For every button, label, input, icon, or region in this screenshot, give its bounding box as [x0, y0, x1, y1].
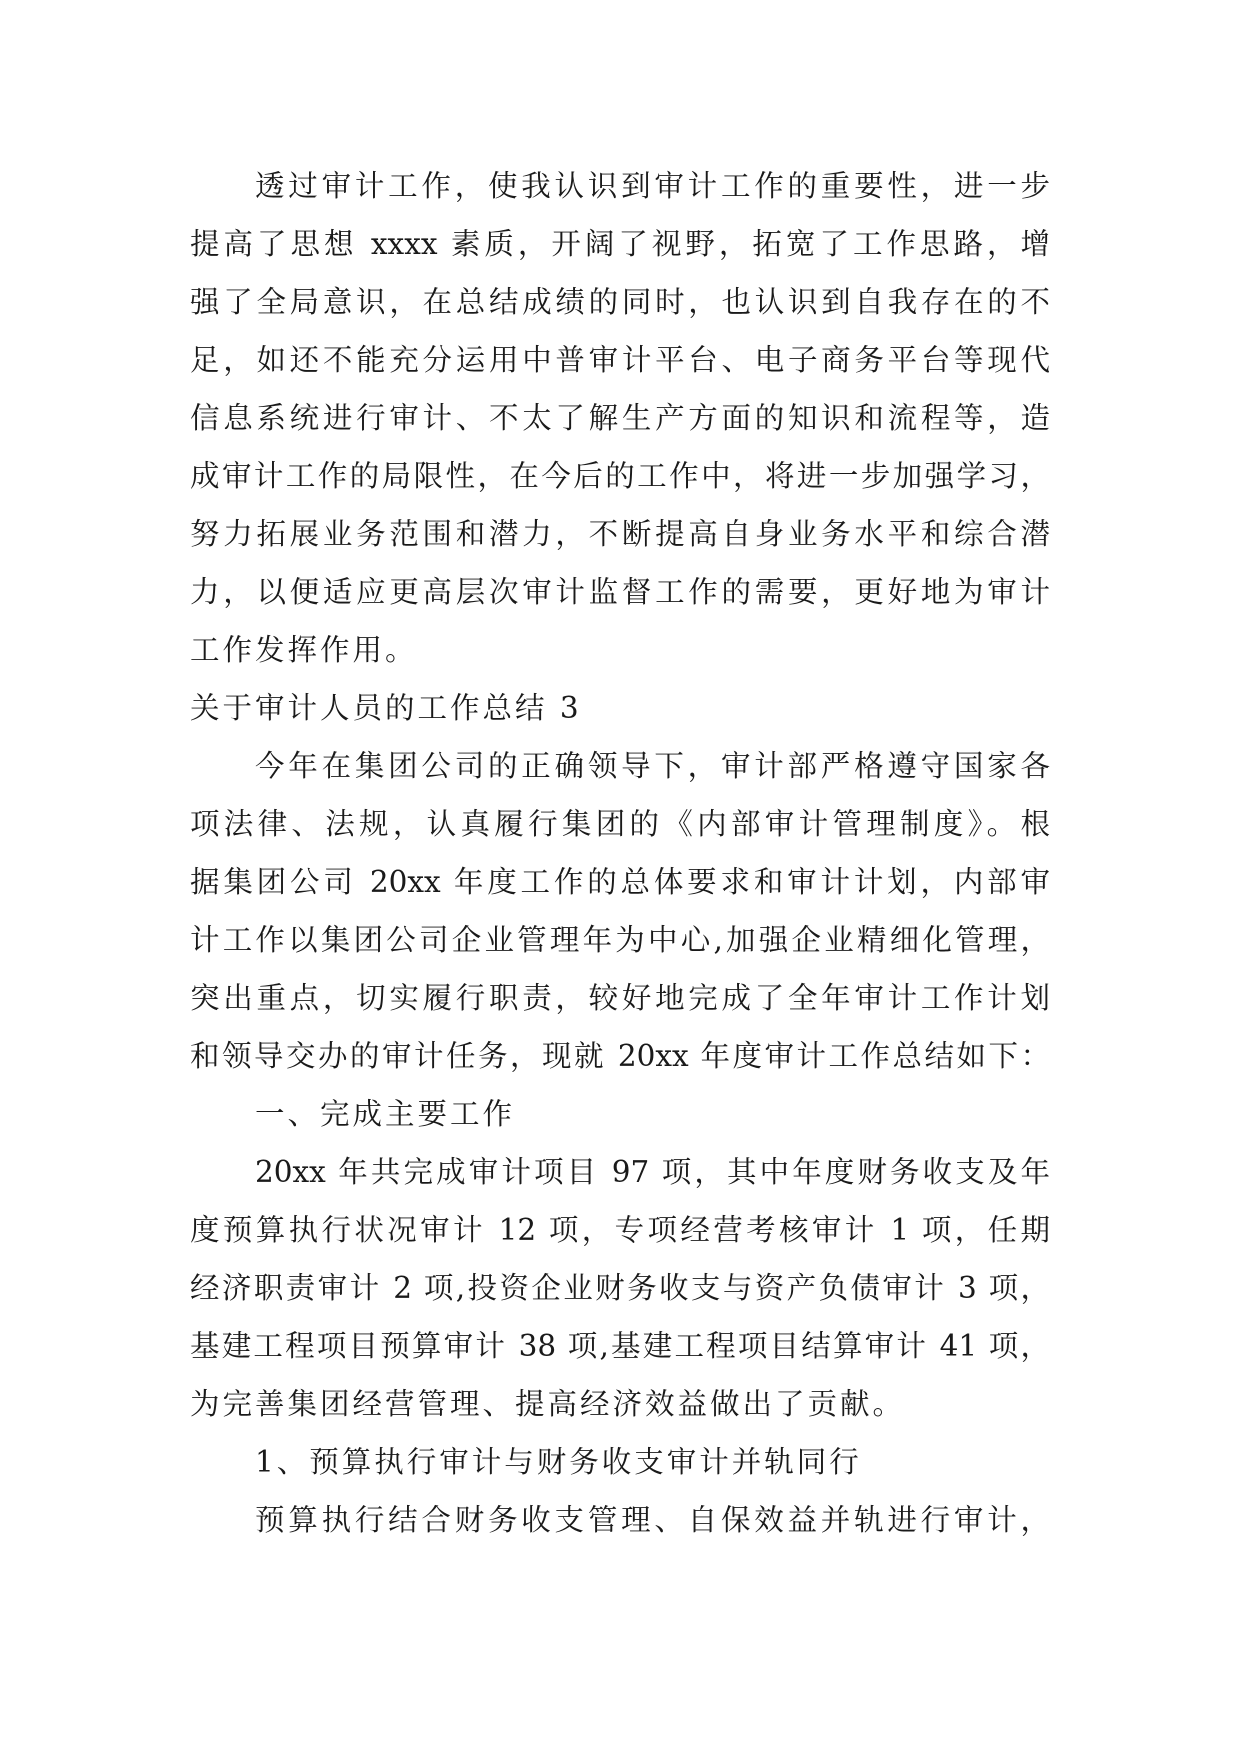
paragraph-line: 成审计工作的局限性，在今后的工作中，将进一步加强学习， [190, 459, 1050, 493]
paragraph-line: 力，以便适应更高层次审计监督工作的需要，更好地为审计 [190, 575, 1050, 609]
paragraph-line: 突出重点，切实履行职责，较好地完成了全年审计工作计划 [190, 981, 1050, 1015]
paragraph-line: 预算执行结合财务收支管理、自保效益并轨进行审计， [255, 1503, 1050, 1537]
paragraph-line: 提高了思想 xxxx 素质，开阔了视野，拓宽了工作思路，增 [190, 227, 1050, 261]
paragraph-line: 透过审计工作，使我认识到审计工作的重要性，进一步 [255, 169, 1050, 203]
paragraph-line: 今年在集团公司的正确领导下，审计部严格遵守国家各 [255, 749, 1050, 783]
paragraph-line: 信息系统进行审计、不太了解生产方面的知识和流程等，造 [190, 401, 1050, 435]
section-title: 关于审计人员的工作总结 3 [190, 691, 582, 725]
paragraph-line: 度预算执行状况审计 12 项，专项经营考核审计 1 项，任期 [190, 1213, 1050, 1247]
paragraph-line: 20xx 年共完成审计项目 97 项，其中年度财务收支及年 [255, 1155, 1050, 1189]
paragraph-line: 计工作以集团公司企业管理年为中心,加强企业精细化管理， [190, 923, 1050, 957]
paragraph-line: 强了全局意识，在总结成绩的同时，也认识到自我存在的不 [190, 285, 1050, 319]
section-heading: 一、完成主要工作 [255, 1097, 516, 1131]
paragraph-line: 据集团公司 20xx 年度工作的总体要求和审计计划，内部审 [190, 865, 1050, 899]
paragraph-line: 为完善集团经营管理、提高经济效益做出了贡献。 [190, 1387, 906, 1421]
paragraph-line: 努力拓展业务范围和潜力，不断提高自身业务水平和综合潜 [190, 517, 1050, 551]
paragraph-line: 工作发挥作用。 [190, 633, 418, 667]
paragraph-line: 经济职责审计 2 项,投资企业财务收支与资产负债审计 3 项， [190, 1271, 1050, 1305]
paragraph-line: 基建工程项目预算审计 38 项,基建工程项目结算审计 41 项， [190, 1329, 1050, 1363]
paragraph-line: 足，如还不能充分运用中普审计平台、电子商务平台等现代 [190, 343, 1050, 377]
subsection-heading: 1、预算执行审计与财务收支审计并轨同行 [255, 1445, 862, 1479]
paragraph-line: 项法律、法规，认真履行集团的《内部审计管理制度》。根 [190, 807, 1050, 841]
paragraph-line: 和领导交办的审计任务，现就 20xx 年度审计工作总结如下： [190, 1039, 1050, 1073]
